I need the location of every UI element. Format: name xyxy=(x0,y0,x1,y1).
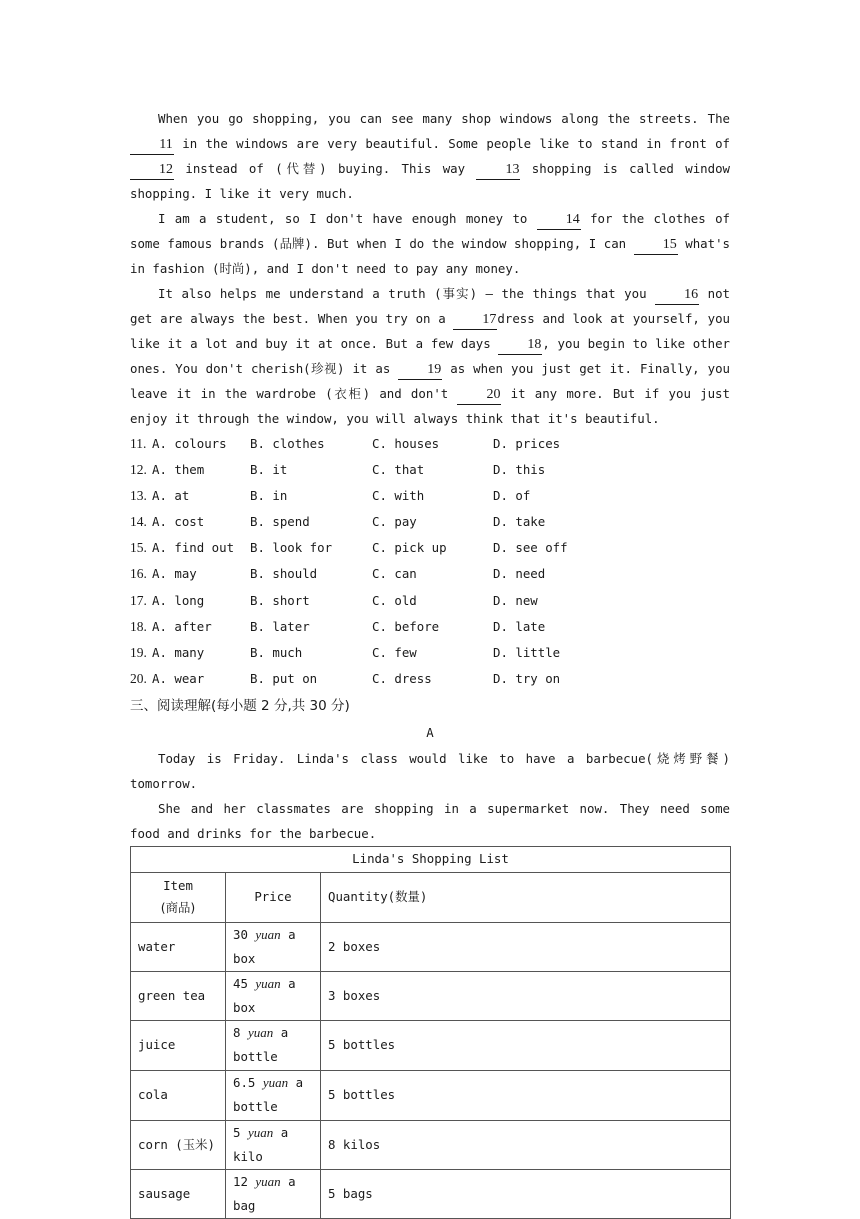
option-b: B. spend xyxy=(250,514,310,530)
price-number: 12 xyxy=(233,1173,248,1189)
option-d: D. little xyxy=(493,644,561,660)
option-d: D. this xyxy=(493,462,546,478)
options-list xyxy=(130,431,730,692)
option-b: B. clothes xyxy=(250,436,325,451)
header-quantity: Quantity(数量) xyxy=(321,872,731,922)
option-b: B. short xyxy=(250,592,310,608)
option-row xyxy=(130,666,730,692)
question-number: 20. xyxy=(130,670,147,686)
question-number: 18. xyxy=(130,618,147,634)
question-number: 17. xyxy=(130,592,147,608)
option-row xyxy=(130,483,730,509)
blank-18: 18 xyxy=(498,336,542,355)
text: dress and look at yourself, you like it a lot and buy it at once. But a few days xyxy=(130,311,730,351)
blank-12: 12 xyxy=(130,161,174,180)
cell-item: corn (玉米) xyxy=(131,1120,226,1169)
price-unit: yuan xyxy=(255,975,281,991)
option-b: B. put on xyxy=(250,670,318,686)
option-b: B. in xyxy=(250,488,288,504)
header-item-en: Item xyxy=(163,878,193,894)
cell-price xyxy=(226,922,321,971)
option-a: A. find out xyxy=(152,540,235,556)
header-price: Price xyxy=(226,872,321,922)
blank-19: 19 xyxy=(398,361,442,380)
question-number: 16. xyxy=(130,566,147,582)
table-header-row xyxy=(131,872,731,922)
price-per: a box xyxy=(233,975,296,1015)
cell-quantity: 5 bottles xyxy=(321,1020,731,1070)
text: , you begin to like other ones. You don't cherish(珍视) it as xyxy=(130,336,731,376)
text: It also helps me understand a truth (事实) — the things that you xyxy=(158,286,656,301)
blank-13: 13 xyxy=(476,161,520,180)
option-b: B. look for xyxy=(250,540,333,556)
cell-price xyxy=(226,1070,321,1120)
question-number: 12. xyxy=(130,462,147,478)
option-row xyxy=(130,614,730,640)
option-b: B. it xyxy=(250,462,288,478)
option-a: A. colours xyxy=(152,436,227,451)
option-d: D. of xyxy=(493,488,531,504)
header-item xyxy=(131,872,226,922)
cell-item: water xyxy=(131,922,226,971)
cloze-paragraph-3 xyxy=(130,281,730,431)
text: When you go shopping, you can see many shop windows along the streets. The xyxy=(158,111,730,126)
price-unit: yuan xyxy=(247,1124,274,1140)
option-a: A. long xyxy=(152,592,205,608)
option-b: B. much xyxy=(250,644,303,660)
question-number: 14. xyxy=(130,514,147,530)
option-c: C. old xyxy=(372,592,417,608)
option-d: D. prices xyxy=(493,436,561,451)
price-number: 45 xyxy=(233,975,248,991)
price-per: a bottle xyxy=(233,1025,289,1065)
option-row xyxy=(130,535,730,561)
option-a: A. many xyxy=(152,644,205,660)
option-d: D. need xyxy=(493,566,546,582)
table-row xyxy=(131,922,731,971)
option-c: C. can xyxy=(372,566,417,582)
price-per: a box xyxy=(233,926,296,966)
option-row xyxy=(130,588,730,614)
option-c: C. houses xyxy=(372,436,440,451)
text: it any more. But if you just enjoy it through the window, you will always think that it's beautiful. xyxy=(130,386,730,426)
option-a: A. after xyxy=(152,618,212,634)
cell-quantity: 2 boxes xyxy=(321,922,731,971)
cell-item: juice xyxy=(131,1020,226,1070)
option-row xyxy=(130,431,730,457)
option-row xyxy=(130,509,730,535)
shopping-list-table xyxy=(130,846,731,1219)
passage-letter: A xyxy=(426,724,434,740)
blank-17: 17 xyxy=(453,311,497,330)
option-d: D. late xyxy=(493,618,546,634)
option-c: C. few xyxy=(372,644,417,660)
cloze-paragraph-1 xyxy=(130,106,730,206)
cell-quantity: 5 bottles xyxy=(321,1070,731,1120)
option-c: C. pick up xyxy=(372,540,447,556)
option-c: C. with xyxy=(372,488,425,504)
option-d: D. see off xyxy=(493,540,568,556)
text: instead of (代替) buying. This way xyxy=(174,161,477,176)
table-caption-row xyxy=(131,846,731,872)
table-row xyxy=(131,1020,731,1070)
option-b: B. later xyxy=(250,618,310,634)
option-c: C. pay xyxy=(372,514,417,530)
option-a: A. cost xyxy=(152,514,205,530)
option-c: C. before xyxy=(372,618,440,634)
cell-item: cola xyxy=(131,1070,226,1120)
text: I am a student, so I don't have enough money to xyxy=(158,211,537,226)
table-caption: Linda's Shopping List xyxy=(131,846,731,872)
reading-paragraph-1: Today is Friday. Linda's class would like to have a barbecue(烧烤野餐) tomorrow. xyxy=(130,750,730,791)
cell-quantity: 3 boxes xyxy=(321,971,731,1020)
blank-15: 15 xyxy=(634,236,678,255)
price-number: 6.5 xyxy=(233,1075,256,1091)
option-a: A. may xyxy=(152,566,197,582)
blank-16: 16 xyxy=(655,286,699,305)
question-number: 19. xyxy=(130,644,147,660)
price-unit: yuan xyxy=(255,1173,281,1189)
question-number: 13. xyxy=(130,488,147,504)
text: as when you just get it. Finally, you leave it in the wardrobe (衣柜) and don't xyxy=(130,361,730,401)
cell-price xyxy=(226,1020,321,1070)
blank-20: 20 xyxy=(457,386,501,405)
option-row xyxy=(130,457,730,483)
section-title: 三、阅读理解(每小题 2 分,共 30 分) xyxy=(130,697,350,714)
price-number: 8 xyxy=(233,1025,241,1041)
reading-paragraph-2: She and her classmates are shopping in a supermarket now. They need some food and drinks for the barbecue. xyxy=(130,800,730,841)
option-d: D. try on xyxy=(493,670,561,686)
cloze-paragraph-2 xyxy=(130,206,730,281)
table-row xyxy=(131,971,731,1020)
option-d: D. new xyxy=(493,592,538,608)
price-per: a kilo xyxy=(233,1124,289,1164)
option-row xyxy=(130,561,730,587)
table-row xyxy=(131,1070,731,1120)
question-number: 11. xyxy=(130,436,147,451)
cell-item: green tea xyxy=(131,971,226,1020)
option-a: A. wear xyxy=(152,670,205,686)
option-d: D. take xyxy=(493,514,546,530)
option-row xyxy=(130,640,730,666)
cell-quantity: 5 bags xyxy=(321,1169,731,1218)
text: in the windows are very beautiful. Some people like to stand in front of xyxy=(174,136,730,151)
cell-price xyxy=(226,1169,321,1218)
price-per: a bag xyxy=(233,1173,296,1213)
option-b: B. should xyxy=(250,566,318,582)
option-c: C. that xyxy=(372,462,425,478)
price-number: 30 xyxy=(233,926,248,942)
text: for the clothes of some famous brands (品牌). But when I do the window shopping, I can xyxy=(130,211,730,251)
question-number: 15. xyxy=(130,540,147,556)
blank-11: 11 xyxy=(130,136,174,155)
blank-14: 14 xyxy=(537,211,581,230)
option-c: C. dress xyxy=(372,670,432,686)
header-item-cn: (商品) xyxy=(160,900,196,916)
exam-page xyxy=(130,106,730,1219)
cell-quantity: 8 kilos xyxy=(321,1120,731,1169)
table-row xyxy=(131,1120,731,1169)
price-unit: yuan xyxy=(255,926,281,942)
price-unit: yuan xyxy=(262,1075,289,1091)
text: not get are always the best. When you try on a xyxy=(130,286,730,326)
cell-price xyxy=(226,971,321,1020)
cell-price xyxy=(226,1120,321,1169)
price-unit: yuan xyxy=(247,1025,274,1041)
option-a: A. them xyxy=(152,462,205,478)
price-number: 5 xyxy=(233,1124,241,1140)
price-per: a bottle xyxy=(233,1075,304,1115)
table-row xyxy=(131,1169,731,1218)
text: shopping is called window shopping. I like it very much. xyxy=(130,161,730,201)
cell-item: sausage xyxy=(131,1169,226,1218)
text: what's in fashion (时尚), and I don't need to pay any money. xyxy=(130,236,730,276)
option-a: A. at xyxy=(152,488,190,504)
